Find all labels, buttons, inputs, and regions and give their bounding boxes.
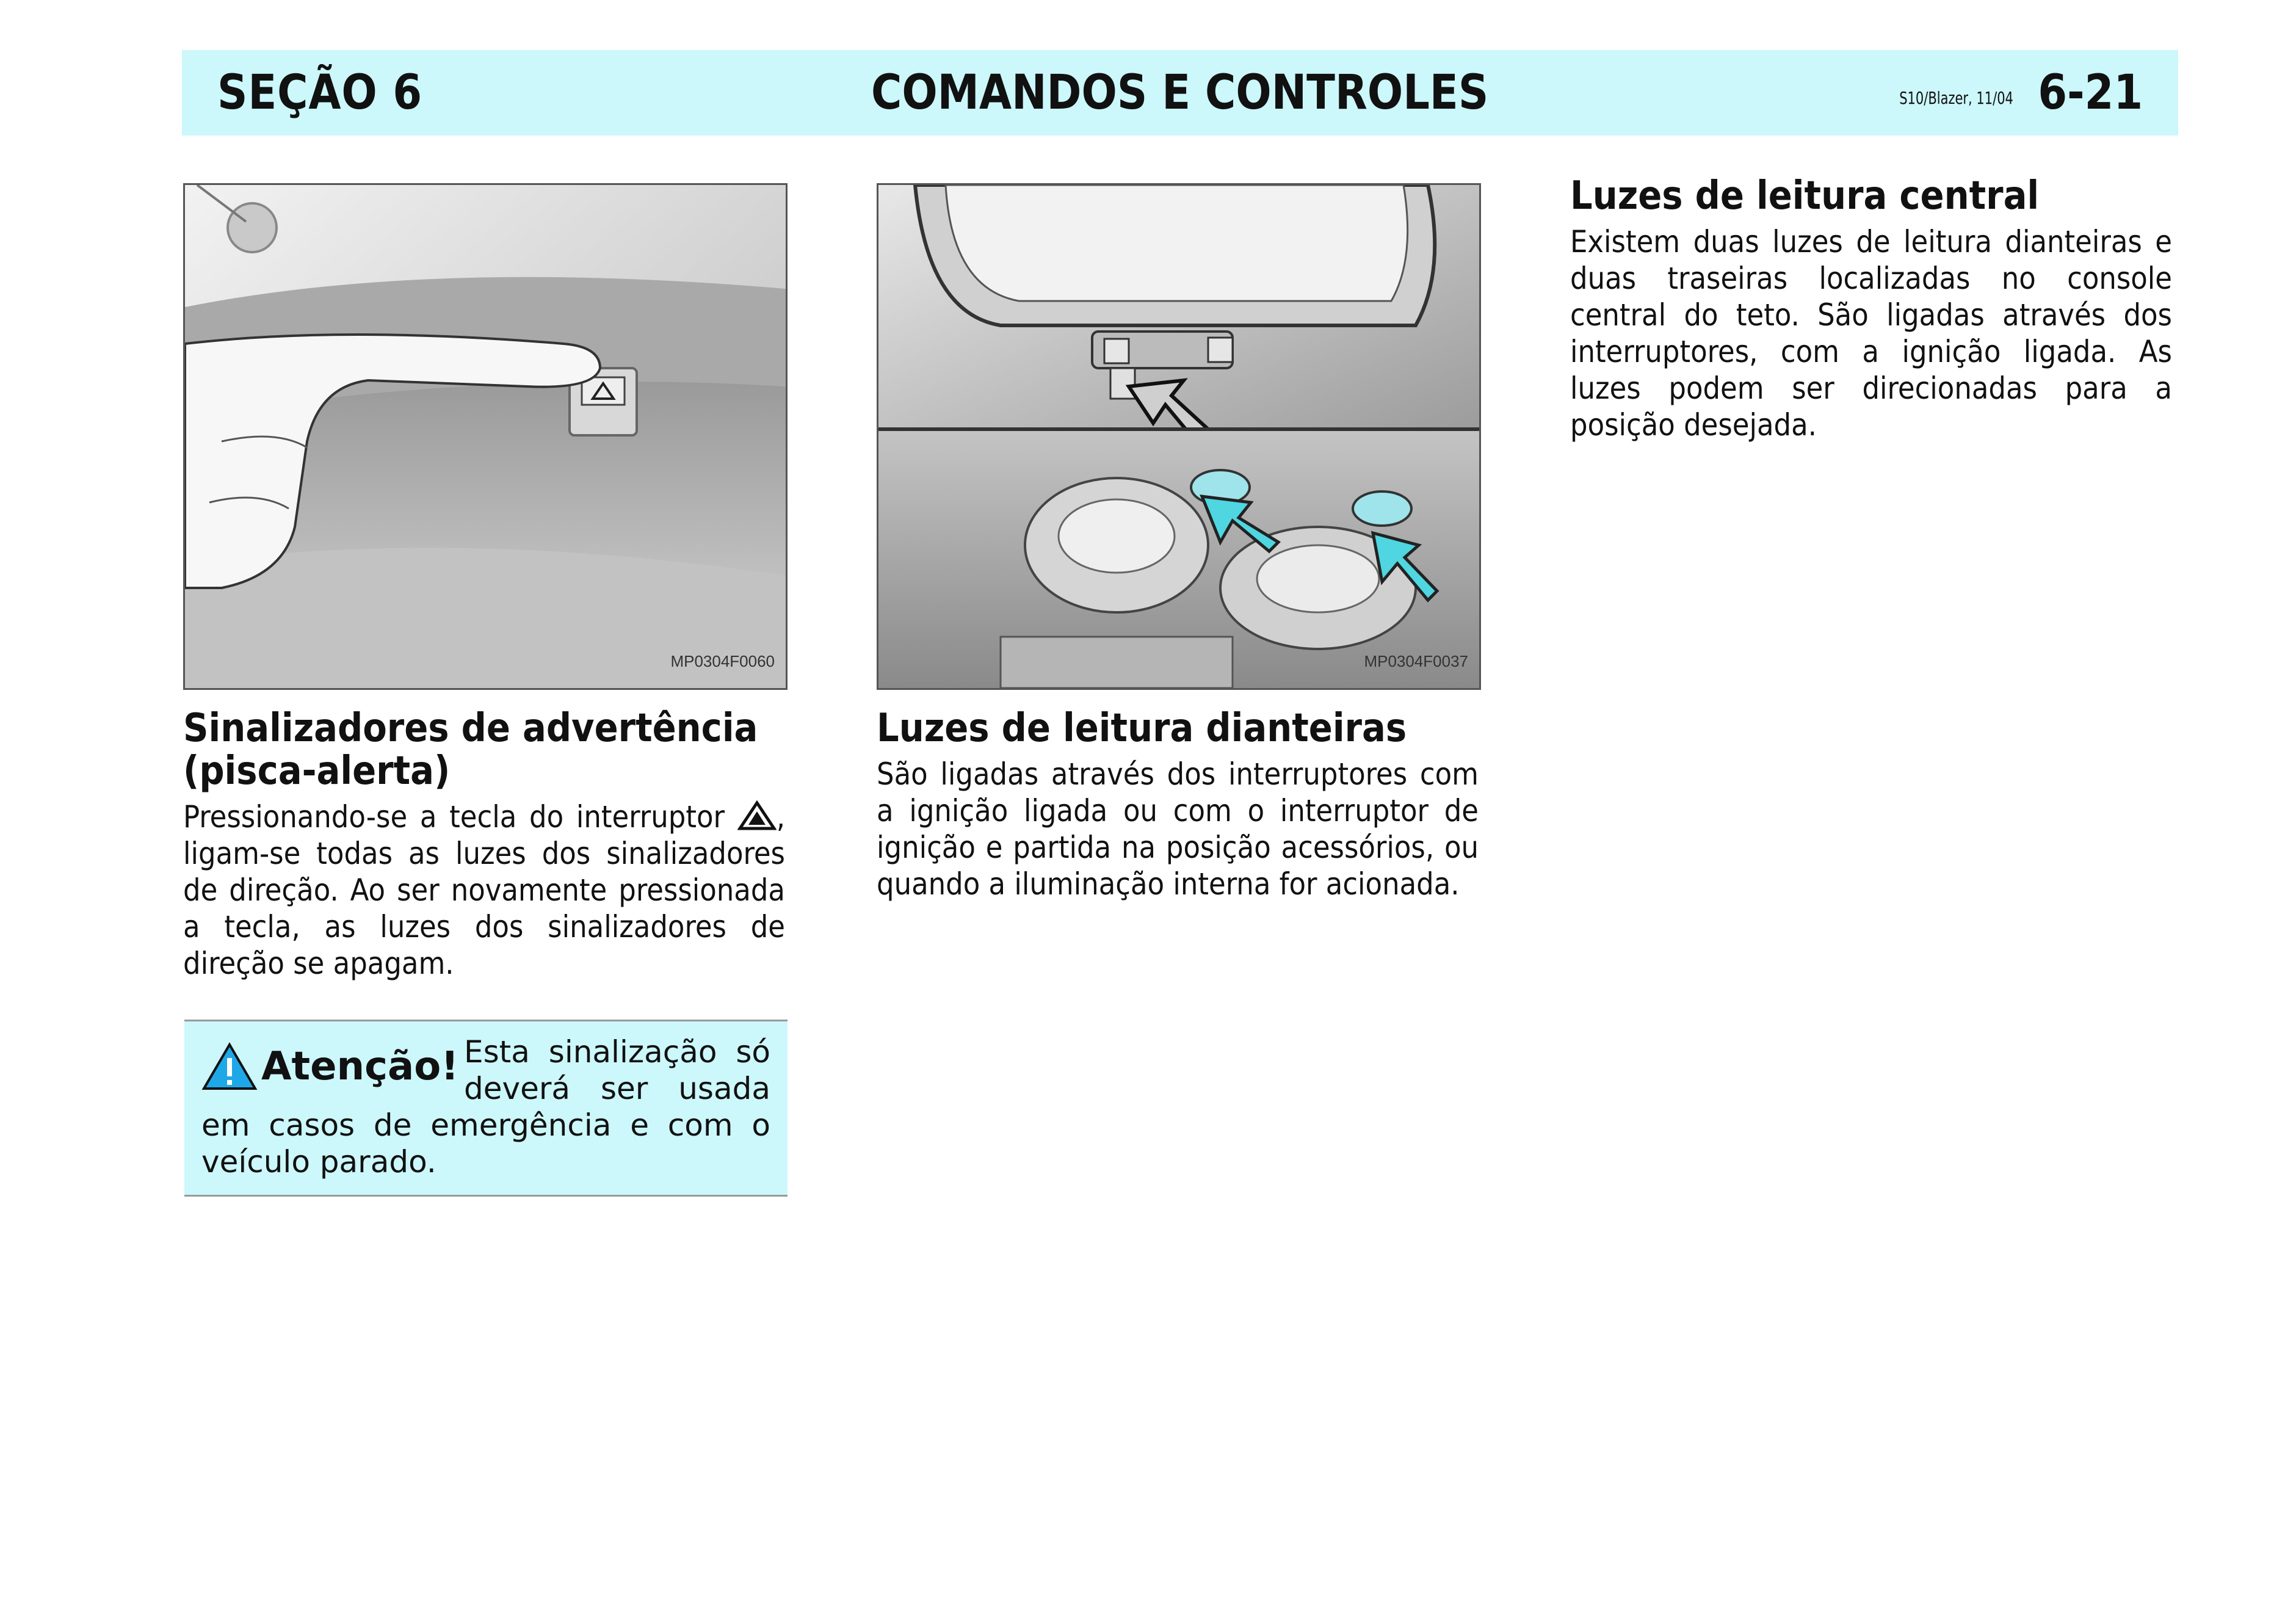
front-lights-text: São ligadas através dos interruptores com a ignição ligada ou com o interruptor de ignição e partida na posição acessórios, ou quando a iluminação interna for acionada.	[877, 756, 1479, 902]
hazard-triangle-icon	[737, 800, 777, 831]
reading-lights-figure	[877, 183, 1481, 690]
section-number: SEÇÃO 6	[217, 65, 422, 120]
warning-title-row	[201, 1042, 464, 1091]
section-title-text: COMANDOS E CONTROLES	[871, 65, 1489, 120]
warning-box	[184, 1020, 788, 1197]
model-label: S10/Blazer, 11/04	[1899, 88, 2013, 108]
warning-title	[201, 1034, 464, 1107]
front-lights-heading: Luzes de leitura dianteiras	[877, 706, 1407, 751]
hazard-text-start: Pressionando-se a tecla do interruptor	[183, 799, 725, 835]
warning-triangle-icon	[201, 1042, 258, 1091]
front-lights-section	[877, 707, 1479, 902]
warning-label: Atenção!	[261, 1044, 459, 1089]
hazard-section	[183, 707, 785, 982]
reading-lights-illustration	[878, 185, 1479, 688]
central-lights-section	[1570, 175, 2172, 443]
hazard-switch-illustration	[185, 185, 786, 688]
page-number: 6-21	[2038, 65, 2143, 120]
hazard-switch-figure	[183, 183, 788, 690]
central-lights-text: Existem duas luzes de leitura dianteiras e duas traseiras localizadas no console central do teto. São ligadas através dos interruptores, com a ignição ligada. As luzes podem ser direcionadas para a posição desejada.	[1570, 224, 2172, 443]
section-title	[182, 50, 2178, 136]
hazard-heading: Sinalizadores de advertência (pisca-alerta)	[183, 706, 758, 794]
figure-code: MP0304F0060	[670, 652, 775, 670]
central-lights-heading: Luzes de leitura central	[1570, 173, 2040, 219]
warning-text: Esta sinalização só deverá ser usada em casos de emergência e com o veículo parado.	[201, 1034, 770, 1180]
warning-text-block	[201, 1034, 770, 1180]
page-header	[182, 50, 2178, 136]
hazard-text-end: , ligam-se todas as luzes dos sinalizadores de direção. Ao ser novamente pressionada a tecla, as luzes dos sinalizadores de direção se apagam.	[183, 799, 785, 981]
hazard-text	[183, 799, 785, 982]
figure-code: MP0304F0037	[1364, 652, 1468, 670]
